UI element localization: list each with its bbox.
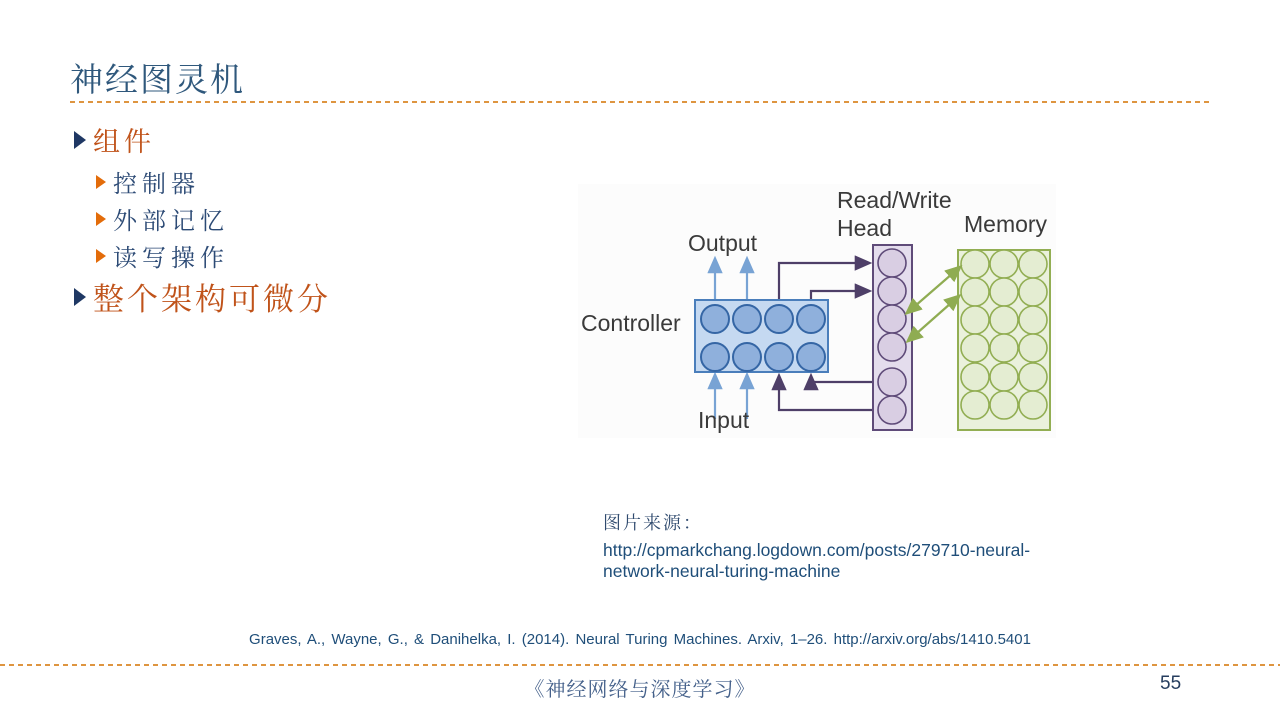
controller-label: Controller	[581, 310, 681, 336]
bullet-label: 组件	[93, 127, 155, 157]
bullet-triangle-icon	[96, 175, 106, 189]
head-to-controller-connector	[811, 376, 873, 382]
bullet-label: 整个架构可微分	[93, 282, 331, 317]
head-label-line2: Head	[837, 215, 892, 241]
memory-label: Memory	[964, 211, 1048, 237]
url-line2: network-neural-turing-machine	[603, 561, 841, 581]
footer-book-title: 《神经网络与深度学习》	[524, 679, 756, 701]
read-write-head-label	[837, 186, 952, 242]
bullet-item-differentiable	[74, 274, 331, 319]
bullet-label: 读写操作	[113, 246, 229, 272]
bullet-item-components	[74, 120, 155, 159]
bullet-triangle-icon	[96, 249, 106, 263]
head-label-line1: Read/Write	[837, 187, 952, 213]
bullet-triangle-icon	[74, 288, 86, 306]
ntm-architecture-diagram	[578, 184, 1056, 438]
bullet-item-controller	[96, 164, 200, 199]
bullet-label: 控制器	[113, 172, 200, 198]
bullet-item-external-memory	[96, 201, 229, 236]
image-source-label: 图片来源：	[603, 513, 703, 533]
url-line1: http://cpmarkchang.logdown.com/posts/279710-neural-	[603, 540, 1031, 560]
bullet-item-read-write-ops	[96, 238, 229, 273]
bullet-triangle-icon	[74, 131, 86, 149]
controller-to-head-connector	[779, 263, 869, 304]
image-source-block	[603, 509, 1030, 582]
output-label: Output	[688, 230, 758, 256]
head-memory-link	[908, 296, 959, 341]
bullet-triangle-icon	[96, 212, 106, 226]
footer-divider	[0, 664, 1280, 666]
input-label: Input	[698, 407, 750, 433]
page-title: 神经图灵机	[70, 61, 245, 98]
reference-citation: Graves, A., Wayne, G., & Danihelka, I. (2014). Neural Turing Machines. Arxiv, 1–26. http://arxiv.org/abs/1410.5401	[249, 631, 1031, 648]
image-source-url	[603, 540, 1030, 582]
page-number: 55	[1160, 673, 1182, 694]
bullet-label: 外部记忆	[113, 209, 229, 235]
memory-cells	[961, 250, 1047, 419]
title-divider	[70, 101, 1212, 103]
head-memory-link	[907, 267, 960, 313]
